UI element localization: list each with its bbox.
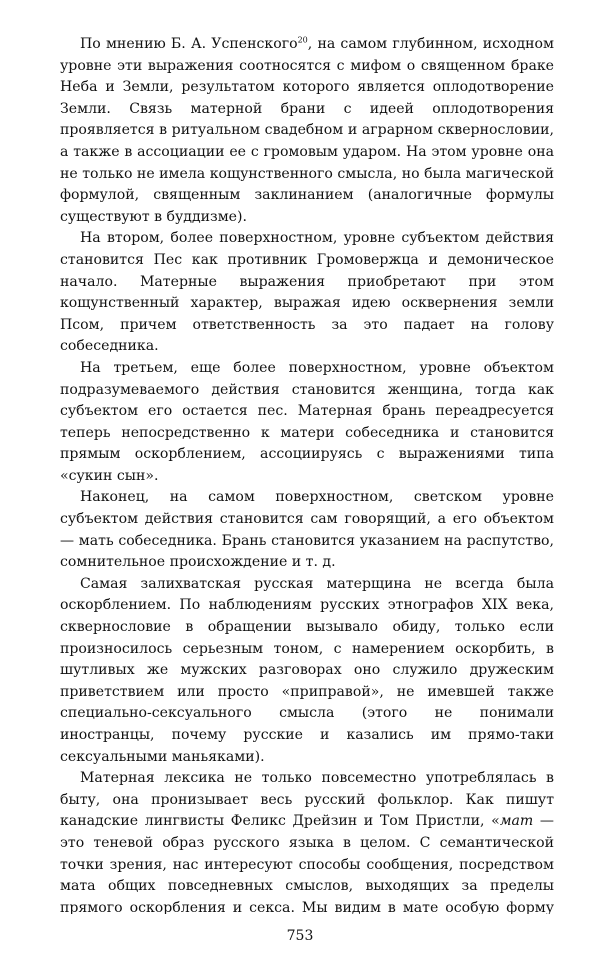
footnote-ref: 20	[297, 35, 308, 45]
paragraph-6-term-mat: мат	[499, 813, 534, 830]
paragraph-2: На втором, более поверхностном, уровне субъектом действия становится Пес как противник Громовержца и демоническое начало. Матерные выражения приобретают при этом кощунственный характер, выражая идею осквернения земли Псом, причем ответственность за это падает на голову собеседника.	[60, 230, 554, 355]
paragraph-6-text-a: Матерная лексика не только повсеместно употреблялась в быту, она пронизывает весь русский фольклор. Как пишут канадские лингвисты Феликс Дрейзин и Том Пристли, «	[60, 770, 554, 830]
paragraph-6	[60, 768, 554, 914]
paragraph-1-text-a: По мнению Б. А. Успенского	[80, 36, 298, 52]
paragraph-3: На третьем, еще более поверхностном, уровне объектом подразумеваемого действия становится женщина, тогда как субъектом его остается пес. Матерная брань переадресуется теперь непосредственно к матери собеседника и становится прямым оскорблением, ассоциируясь с выражениями типа «сукин сын».	[60, 359, 554, 484]
paragraph-5: Самая залихватская русская матерщина не всегда была оскорблением. По наблюдениям русских этнографов XIX века, сквернословие в обращении вызывало обиду, только если произносилось серьезным тоном, с намерением оскорбить, в шутливых же мужских разговорах оно служило дружеским приветствием или просто «приправой», не имевшей также специально-сексуального смысла (этого не понимали иностранцы, почему русские и казались им прямо-таки сексуальными маньяками).	[60, 575, 554, 765]
paragraph-1-text-b: , на самом глубинном, исходном уровне эти выражения соотносятся с мифом о священном браке Неба и Земли, результатом которого является оплодотворение Земли. Связь матерной брани с идеей оплодотворения проявляется в ритуальном свадебном и аграрном сквернословии, а также в ассоциации ее с громовым ударом. На этом уровне она не только не имела кощунственного смысла, но была магической формулой, священным заклинанием (аналогичные формулы существуют в буддизме).	[60, 36, 554, 225]
page-body	[60, 34, 554, 914]
paragraph-6-text-b: — это теневой образ русского языка в целом. С семантической точки зрения, нас интересуют способы сообщения, посредством мата общих повседневных смыслов, выходящих за пределы прямого оскорбления и секса. Мы видим в мате особую форму	[60, 813, 554, 914]
paragraph-4: Наконец, на самом поверхностном, светском уровне субъектом действия становится сам говорящий, а его объектом — мать собеседника. Брань становится указанием на распутство, сомнительное происхождение и т. д.	[60, 489, 554, 571]
paragraph-1	[60, 34, 554, 228]
page-number: 753	[286, 928, 314, 944]
